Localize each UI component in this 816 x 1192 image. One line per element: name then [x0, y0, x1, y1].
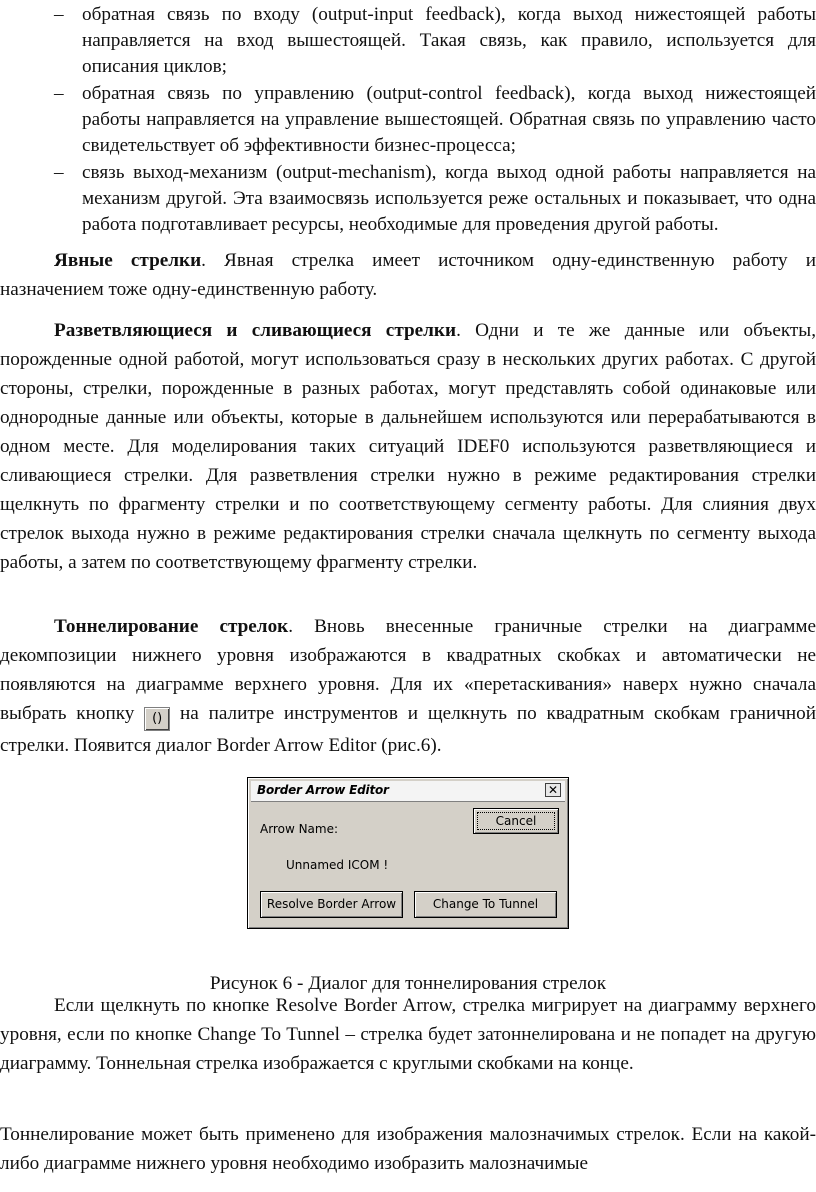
- term-tunneling: Тоннелирование стрелок: [54, 616, 289, 637]
- cancel-button-label: Cancel: [495, 814, 537, 828]
- arrow-name-value: Unnamed ICOM !: [286, 858, 389, 872]
- feedback-types-list: [0, 2, 816, 239]
- term-branching-arrows: Разветвляющиеся и сливающиеся стрелки: [54, 320, 457, 341]
- list-item-text: связь выход-механизм (output-mechanism), когда выход одной работы направляется на механизм другой. Эта взаимосвязь используется реже остальных и показывает, что одна работа подготавливает ресурсы, необходимые для проведения другой работы.: [82, 162, 816, 235]
- close-icon[interactable]: ✕: [545, 783, 561, 797]
- paragraph-after-figure: Если щелкнуть по кнопке Resolve Border Arrow, стрелка мигрирует на диаграмму верхнего уровня, если по кнопке Change To Tunnel – стрелка будет затоннелирована и не попадет на другую диаграмму. Тоннельная стрелка изображается с круглыми скобками на конце.: [0, 995, 816, 1074]
- list-dash: –: [54, 4, 64, 25]
- resolve-border-arrow-button[interactable]: [260, 891, 403, 918]
- border-arrow-editor-dialog: [247, 777, 569, 929]
- list-dash: –: [54, 162, 64, 183]
- list-dash: –: [54, 83, 64, 104]
- paragraph-text: . Явная стрелка имеет источником одну-единственную работу и назначением тоже одну-единственную работу.: [0, 250, 816, 300]
- list-item: [0, 2, 816, 80]
- paragraph-last: Тоннелирование может быть применено для изображения малозначимых стрелок. Если на какой-либо диаграмме нижнего уровня необходимо изобразить малозначимые: [0, 1124, 816, 1174]
- tunnel-button-label: Change To Tunnel: [432, 897, 539, 911]
- focus-rectangle: [477, 812, 555, 830]
- tunnel-tool-icon: (): [144, 707, 170, 731]
- paragraph-text: на палитре инструментов и щелкнуть по квадратным скобкам граничной стрелки. Появится диалог Border Arrow Editor (рис.6).: [0, 703, 816, 756]
- list-item-text: обратная связь по управлению (output-control feedback), когда выход нижестоящей работы направляется на управление вышестоящей. Обратная связь по управлению часто свидетельствует об эффективности бизнес-процесса;: [82, 83, 816, 156]
- list-item-text: обратная связь по входу (output-input feedback), когда выход нижестоящей работы направляется на вход вышестоящей. Такая связь, как правило, используется для описания циклов;: [82, 4, 816, 77]
- arrow-name-label: Arrow Name:: [260, 822, 339, 836]
- figure-caption: Рисунок 6 - Диалог для тоннелирования стрелок: [209, 973, 607, 995]
- change-to-tunnel-button[interactable]: [414, 891, 557, 918]
- list-item: [0, 160, 816, 238]
- resolve-button-label: Resolve Border Arrow: [266, 897, 397, 911]
- dialog-titlebar: [251, 781, 565, 802]
- dialog-title: Border Arrow Editor: [257, 783, 389, 797]
- cancel-button[interactable]: [473, 808, 559, 834]
- term-explicit-arrows: Явные стрелки: [54, 250, 202, 271]
- paragraph-tunneling: [0, 612, 816, 760]
- paragraph-explicit-arrows: [0, 246, 816, 304]
- paragraph-text: . Вновь внесенные граничные стрелки на диаграмме декомпозиции нижнего уровня изображаются в квадратных скобках и автоматически не появляются на диаграмме верхнего уровня. Для их «перетаскивания» наверх нужно сначала выбрать кнопку: [0, 616, 816, 724]
- paragraph-text: . Одни и те же данные или объекты, порожденные одной работой, могут использоваться сразу в нескольких других работах. С другой стороны, стрелки, порожденные в разных работах, могут представлять собой одинаковые или однородные данные или объекты, которые в дальнейшем используются или перерабатываются в одном месте. Для моделирования таких ситуаций IDEF0 используются разветвляющиеся и сливающиеся стрелки. Для разветвления стрелки нужно в режиме редактирования стрелки щелкнуть по фрагменту стрелки и по соответствующему сегменту работы. Для слияния двух стрелок выхода нужно в режиме редактирования стрелки сначала щелкнуть по сегменту выхода работы, а затем по соответствующему фрагменту стрелки.: [0, 320, 816, 573]
- list-item: [0, 81, 816, 159]
- paragraph-branching-arrows: [0, 316, 816, 577]
